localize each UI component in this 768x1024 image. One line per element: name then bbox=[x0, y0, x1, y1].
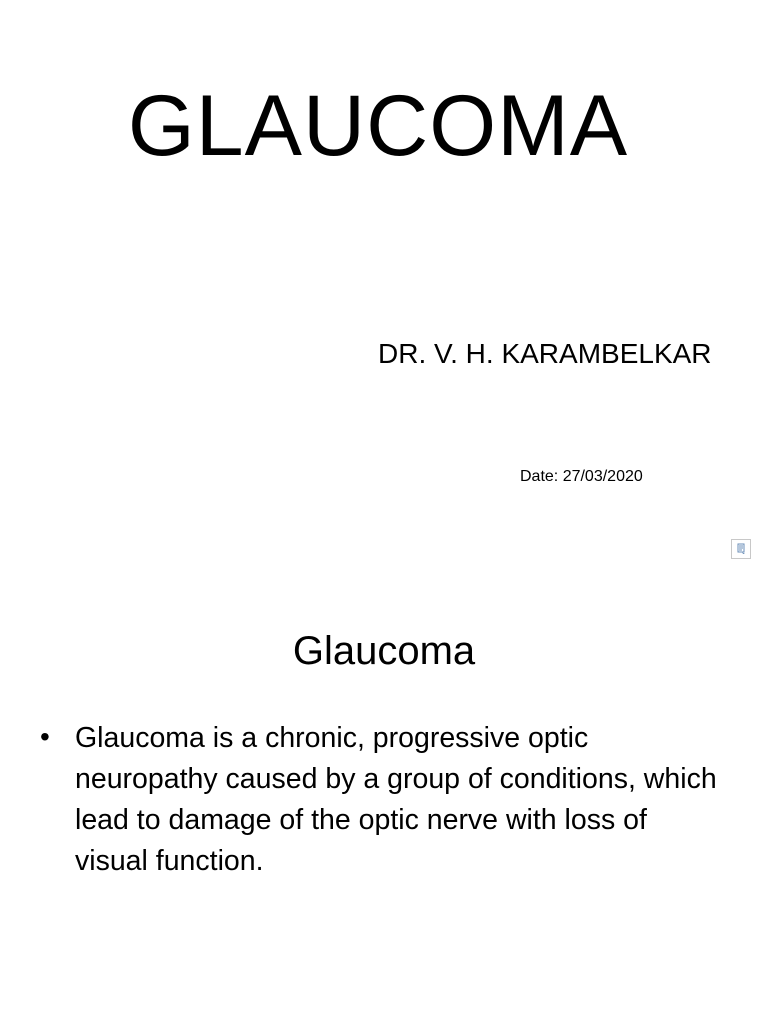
author-name: DR. V. H. KARAMBELKAR bbox=[378, 338, 712, 369]
list-item bbox=[40, 718, 720, 882]
bullet-text: Glaucoma is a chronic, progressive optic neuropathy caused by a group of conditions, which lead to damage of the optic nerve with loss of visual function. bbox=[75, 722, 717, 877]
slide-title: Glaucoma bbox=[292, 629, 476, 673]
content-slide bbox=[0, 576, 768, 1024]
bullet-list bbox=[40, 718, 720, 882]
document-placeholder-icon[interactable] bbox=[731, 539, 751, 559]
presentation-date: Date: 27/03/2020 bbox=[520, 468, 643, 485]
bullet-marker: • bbox=[40, 721, 50, 752]
presentation-title: GLAUCOMA bbox=[127, 78, 629, 174]
